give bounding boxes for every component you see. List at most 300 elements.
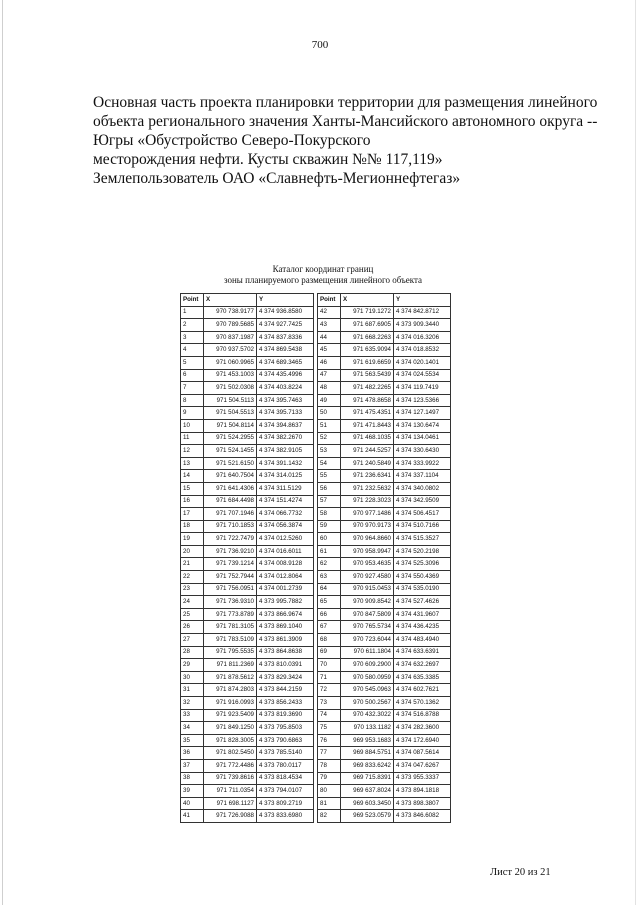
coordinates-table-right bbox=[317, 293, 451, 823]
y-cell: 4 373 795.8503 bbox=[257, 722, 314, 735]
y-cell: 4 374 927.7425 bbox=[257, 319, 314, 332]
y-cell: 4 374 570.1362 bbox=[394, 697, 451, 710]
x-cell: 970 609.2900 bbox=[341, 659, 394, 672]
y-cell: 4 373 844.2159 bbox=[257, 684, 314, 697]
y-cell: 4 374 635.3385 bbox=[394, 671, 451, 684]
x-cell: 971 236.6341 bbox=[341, 470, 394, 483]
point-cell: 49 bbox=[318, 394, 341, 407]
y-cell: 4 374 001.2739 bbox=[257, 583, 314, 596]
point-cell: 68 bbox=[318, 634, 341, 647]
x-cell: 969 523.0579 bbox=[341, 810, 394, 823]
point-cell: 32 bbox=[181, 697, 204, 710]
table-row bbox=[181, 407, 314, 420]
y-cell: 4 374 012.5260 bbox=[257, 533, 314, 546]
table-row bbox=[318, 697, 451, 710]
point-cell: 52 bbox=[318, 432, 341, 445]
y-cell: 4 374 314.0125 bbox=[257, 470, 314, 483]
table-row bbox=[181, 432, 314, 445]
x-cell: 970 738.9177 bbox=[204, 306, 257, 319]
y-cell: 4 373 818.4534 bbox=[257, 772, 314, 785]
x-cell: 970 789.5685 bbox=[204, 319, 257, 332]
point-cell: 41 bbox=[181, 810, 204, 823]
table-row bbox=[181, 684, 314, 697]
point-cell: 3 bbox=[181, 331, 204, 344]
table-row bbox=[318, 331, 451, 344]
table-row bbox=[318, 772, 451, 785]
x-cell: 971 772.4486 bbox=[204, 759, 257, 772]
y-cell: 4 374 837.8336 bbox=[257, 331, 314, 344]
table-row bbox=[181, 344, 314, 357]
table-row bbox=[318, 634, 451, 647]
point-cell: 5 bbox=[181, 356, 204, 369]
y-cell: 4 373 790.6863 bbox=[257, 734, 314, 747]
point-cell: 37 bbox=[181, 759, 204, 772]
y-cell: 4 373 869.1040 bbox=[257, 621, 314, 634]
coordinates-table-right-wrapper bbox=[317, 293, 451, 823]
y-cell: 4 374 127.1497 bbox=[394, 407, 451, 420]
point-cell: 27 bbox=[181, 634, 204, 647]
table-row bbox=[318, 457, 451, 470]
x-cell: 969 884.5751 bbox=[341, 747, 394, 760]
table-row bbox=[318, 671, 451, 684]
table-row bbox=[181, 697, 314, 710]
point-cell: 19 bbox=[181, 533, 204, 546]
table-row bbox=[181, 382, 314, 395]
x-cell: 971 521.6150 bbox=[204, 457, 257, 470]
x-cell: 970 765.5734 bbox=[341, 621, 394, 634]
point-cell: 1 bbox=[181, 306, 204, 319]
y-cell: 4 373 829.3424 bbox=[257, 671, 314, 684]
point-cell: 4 bbox=[181, 344, 204, 357]
point-cell: 22 bbox=[181, 571, 204, 584]
table-row bbox=[181, 608, 314, 621]
y-cell: 4 374 516.8788 bbox=[394, 709, 451, 722]
x-cell: 970 847.5809 bbox=[341, 608, 394, 621]
table-row bbox=[318, 646, 451, 659]
table-row bbox=[181, 709, 314, 722]
y-cell: 4 374 018.8532 bbox=[394, 344, 451, 357]
x-cell: 969 953.1683 bbox=[341, 734, 394, 747]
table-row bbox=[181, 583, 314, 596]
x-cell: 971 719.1272 bbox=[341, 306, 394, 319]
table-row bbox=[181, 495, 314, 508]
x-cell: 971 781.3105 bbox=[204, 621, 257, 634]
table-row bbox=[181, 533, 314, 546]
table-row bbox=[181, 482, 314, 495]
point-cell: 51 bbox=[318, 419, 341, 432]
point-cell: 44 bbox=[318, 331, 341, 344]
table-row bbox=[318, 394, 451, 407]
point-cell: 9 bbox=[181, 407, 204, 420]
table-row bbox=[181, 508, 314, 521]
point-cell: 28 bbox=[181, 646, 204, 659]
point-cell: 36 bbox=[181, 747, 204, 760]
y-cell: 4 374 869.5438 bbox=[257, 344, 314, 357]
heading-line: Югры «Обустройство Северо-Покурского bbox=[93, 132, 371, 149]
x-cell: 971 478.8658 bbox=[341, 394, 394, 407]
table-row bbox=[318, 407, 451, 420]
table-row bbox=[318, 583, 451, 596]
x-cell: 971 640.7504 bbox=[204, 470, 257, 483]
y-cell: 4 373 819.3690 bbox=[257, 709, 314, 722]
y-cell: 4 373 861.3909 bbox=[257, 634, 314, 647]
x-cell: 970 500.2567 bbox=[341, 697, 394, 710]
table-row bbox=[181, 671, 314, 684]
x-cell: 971 504.5513 bbox=[204, 407, 257, 420]
table-row bbox=[318, 356, 451, 369]
table-row bbox=[318, 470, 451, 483]
table-row bbox=[318, 495, 451, 508]
x-cell: 971 722.7479 bbox=[204, 533, 257, 546]
table-row bbox=[318, 608, 451, 621]
table-row bbox=[318, 659, 451, 672]
table-row bbox=[318, 759, 451, 772]
y-cell: 4 373 864.8638 bbox=[257, 646, 314, 659]
x-cell: 971 736.9310 bbox=[204, 596, 257, 609]
x-cell: 970 977.1486 bbox=[341, 508, 394, 521]
y-cell: 4 374 311.5129 bbox=[257, 482, 314, 495]
table-row bbox=[318, 369, 451, 382]
x-cell: 970 545.0963 bbox=[341, 684, 394, 697]
point-cell: 2 bbox=[181, 319, 204, 332]
table-row bbox=[181, 747, 314, 760]
point-cell: 16 bbox=[181, 495, 204, 508]
point-cell: 78 bbox=[318, 759, 341, 772]
x-cell: 970 611.1804 bbox=[341, 646, 394, 659]
x-cell: 971 878.5612 bbox=[204, 671, 257, 684]
y-cell: 4 373 909.3440 bbox=[394, 319, 451, 332]
table-row bbox=[181, 772, 314, 785]
point-cell: 45 bbox=[318, 344, 341, 357]
y-cell: 4 374 151.4274 bbox=[257, 495, 314, 508]
point-cell: 7 bbox=[181, 382, 204, 395]
point-cell: 34 bbox=[181, 722, 204, 735]
x-cell: 971 635.9094 bbox=[341, 344, 394, 357]
caption-line: Каталог координат границ bbox=[272, 264, 374, 274]
x-cell: 971 504.5113 bbox=[204, 394, 257, 407]
table-row bbox=[181, 520, 314, 533]
y-cell: 4 374 016.3206 bbox=[394, 331, 451, 344]
point-cell: 25 bbox=[181, 608, 204, 621]
table-row bbox=[318, 747, 451, 760]
coordinates-table-right-body bbox=[318, 306, 451, 822]
x-cell: 971 687.6905 bbox=[341, 319, 394, 332]
y-cell: 4 374 330.6430 bbox=[394, 445, 451, 458]
y-cell: 4 374 024.5534 bbox=[394, 369, 451, 382]
x-cell: 971 923.5409 bbox=[204, 709, 257, 722]
point-cell: 82 bbox=[318, 810, 341, 823]
point-cell: 76 bbox=[318, 734, 341, 747]
x-cell: 971 482.2265 bbox=[341, 382, 394, 395]
table-row bbox=[318, 419, 451, 432]
y-cell: 4 374 382.2670 bbox=[257, 432, 314, 445]
x-cell: 971 726.9088 bbox=[204, 810, 257, 823]
y-cell: 4 373 810.0391 bbox=[257, 659, 314, 672]
y-cell: 4 374 172.6940 bbox=[394, 734, 451, 747]
y-cell: 4 374 130.6474 bbox=[394, 419, 451, 432]
table-row bbox=[318, 785, 451, 798]
heading-line: объекта регионального значения Ханты-Мансийского автономного округа -- bbox=[93, 113, 598, 130]
y-cell: 4 374 016.6011 bbox=[257, 545, 314, 558]
y-cell: 4 373 856.2433 bbox=[257, 697, 314, 710]
x-cell: 971 232.5632 bbox=[341, 482, 394, 495]
point-cell: 73 bbox=[318, 697, 341, 710]
y-cell: 4 373 995.7882 bbox=[257, 596, 314, 609]
point-header: Point bbox=[181, 294, 204, 307]
x-cell: 971 641.4306 bbox=[204, 482, 257, 495]
document-heading bbox=[93, 93, 598, 188]
point-cell: 63 bbox=[318, 571, 341, 584]
x-cell: 971 468.1035 bbox=[341, 432, 394, 445]
table-row bbox=[181, 621, 314, 634]
y-cell: 4 374 395.7133 bbox=[257, 407, 314, 420]
x-cell: 971 874.2803 bbox=[204, 684, 257, 697]
x-cell: 970 580.0959 bbox=[341, 671, 394, 684]
y-cell: 4 374 395.7463 bbox=[257, 394, 314, 407]
x-cell: 971 710.1853 bbox=[204, 520, 257, 533]
x-cell: 970 927.4580 bbox=[341, 571, 394, 584]
y-cell: 4 374 602.7621 bbox=[394, 684, 451, 697]
table-row bbox=[318, 734, 451, 747]
point-cell: 15 bbox=[181, 482, 204, 495]
table-row bbox=[318, 797, 451, 810]
table-row bbox=[318, 558, 451, 571]
point-cell: 72 bbox=[318, 684, 341, 697]
point-cell: 17 bbox=[181, 508, 204, 521]
point-cell: 42 bbox=[318, 306, 341, 319]
point-cell: 54 bbox=[318, 457, 341, 470]
x-cell: 971 563.5439 bbox=[341, 369, 394, 382]
point-cell: 24 bbox=[181, 596, 204, 609]
point-cell: 11 bbox=[181, 432, 204, 445]
point-cell: 60 bbox=[318, 533, 341, 546]
x-header: X bbox=[341, 294, 394, 307]
x-cell: 971 707.1946 bbox=[204, 508, 257, 521]
table-row bbox=[181, 419, 314, 432]
x-cell: 971 773.8789 bbox=[204, 608, 257, 621]
coordinates-table-left-wrapper bbox=[180, 293, 314, 823]
y-cell: 4 374 087.5614 bbox=[394, 747, 451, 760]
x-cell: 970 964.8660 bbox=[341, 533, 394, 546]
y-cell: 4 374 483.4940 bbox=[394, 634, 451, 647]
x-cell: 970 432.3022 bbox=[341, 709, 394, 722]
table-row bbox=[318, 482, 451, 495]
table-row bbox=[181, 545, 314, 558]
y-cell: 4 374 435.4996 bbox=[257, 369, 314, 382]
table-row bbox=[181, 634, 314, 647]
table-row bbox=[318, 533, 451, 546]
y-cell: 4 374 506.4517 bbox=[394, 508, 451, 521]
y-cell: 4 374 282.3600 bbox=[394, 722, 451, 735]
table-row bbox=[181, 306, 314, 319]
x-cell: 971 668.2263 bbox=[341, 331, 394, 344]
scan-edge-left bbox=[2, 0, 3, 905]
y-cell: 4 374 382.9105 bbox=[257, 445, 314, 458]
x-cell: 969 637.8024 bbox=[341, 785, 394, 798]
point-cell: 57 bbox=[318, 495, 341, 508]
point-cell: 43 bbox=[318, 319, 341, 332]
point-cell: 65 bbox=[318, 596, 341, 609]
point-cell: 77 bbox=[318, 747, 341, 760]
table-row bbox=[318, 382, 451, 395]
point-cell: 48 bbox=[318, 382, 341, 395]
y-cell: 4 374 520.2198 bbox=[394, 545, 451, 558]
point-cell: 71 bbox=[318, 671, 341, 684]
point-cell: 35 bbox=[181, 734, 204, 747]
point-cell: 55 bbox=[318, 470, 341, 483]
x-cell: 970 937.5702 bbox=[204, 344, 257, 357]
x-cell: 971 916.0993 bbox=[204, 697, 257, 710]
point-cell: 79 bbox=[318, 772, 341, 785]
caption-line: зоны планируемого размещения линейного объекта bbox=[223, 275, 423, 285]
table-row bbox=[181, 810, 314, 823]
heading-line: Землепользователь ОАО «Славнефть-Мегионнефтегаз» bbox=[93, 170, 461, 187]
catalog-caption bbox=[178, 264, 468, 286]
point-cell: 69 bbox=[318, 646, 341, 659]
point-cell: 39 bbox=[181, 785, 204, 798]
table-row bbox=[318, 319, 451, 332]
x-cell: 971 619.6659 bbox=[341, 356, 394, 369]
x-cell: 971 811.2369 bbox=[204, 659, 257, 672]
y-cell: 4 374 436.4235 bbox=[394, 621, 451, 634]
y-cell: 4 374 134.0461 bbox=[394, 432, 451, 445]
x-cell: 971 849.1250 bbox=[204, 722, 257, 735]
x-cell: 971 502.0308 bbox=[204, 382, 257, 395]
y-cell: 4 374 403.8224 bbox=[257, 382, 314, 395]
y-cell: 4 374 008.9128 bbox=[257, 558, 314, 571]
y-cell: 4 373 894.1818 bbox=[394, 785, 451, 798]
x-cell: 971 684.4498 bbox=[204, 495, 257, 508]
y-cell: 4 374 515.3527 bbox=[394, 533, 451, 546]
point-cell: 6 bbox=[181, 369, 204, 382]
x-cell: 971 524.2955 bbox=[204, 432, 257, 445]
heading-line: месторождения нефти. Кусты скважин №№ 117,119» bbox=[93, 151, 443, 168]
table-row bbox=[318, 545, 451, 558]
point-cell: 14 bbox=[181, 470, 204, 483]
point-cell: 21 bbox=[181, 558, 204, 571]
y-cell: 4 374 394.8637 bbox=[257, 419, 314, 432]
point-cell: 33 bbox=[181, 709, 204, 722]
x-cell: 970 133.1182 bbox=[341, 722, 394, 735]
table-row bbox=[181, 785, 314, 798]
x-cell: 971 524.1455 bbox=[204, 445, 257, 458]
x-cell: 971 752.7944 bbox=[204, 571, 257, 584]
point-cell: 50 bbox=[318, 407, 341, 420]
point-cell: 20 bbox=[181, 545, 204, 558]
point-cell: 8 bbox=[181, 394, 204, 407]
table-row bbox=[181, 394, 314, 407]
table-row bbox=[181, 659, 314, 672]
table-row bbox=[181, 646, 314, 659]
y-cell: 4 374 535.0190 bbox=[394, 583, 451, 596]
point-cell: 12 bbox=[181, 445, 204, 458]
point-cell: 66 bbox=[318, 608, 341, 621]
x-cell: 970 723.6044 bbox=[341, 634, 394, 647]
point-cell: 58 bbox=[318, 508, 341, 521]
y-cell: 4 374 550.4369 bbox=[394, 571, 451, 584]
x-cell: 971 453.1003 bbox=[204, 369, 257, 382]
table-row bbox=[181, 319, 314, 332]
x-cell: 970 953.4635 bbox=[341, 558, 394, 571]
table-row bbox=[318, 344, 451, 357]
y-cell: 4 374 066.7732 bbox=[257, 508, 314, 521]
x-cell: 971 736.9210 bbox=[204, 545, 257, 558]
x-cell: 970 837.1987 bbox=[204, 331, 257, 344]
table-row bbox=[181, 356, 314, 369]
scan-edge-right bbox=[635, 0, 636, 905]
point-cell: 47 bbox=[318, 369, 341, 382]
y-cell: 4 373 809.2719 bbox=[257, 797, 314, 810]
y-cell: 4 374 391.1432 bbox=[257, 457, 314, 470]
coordinates-table-left bbox=[180, 293, 314, 823]
y-cell: 4 373 794.0107 bbox=[257, 785, 314, 798]
table-row bbox=[318, 596, 451, 609]
point-cell: 59 bbox=[318, 520, 341, 533]
x-cell: 971 504.8114 bbox=[204, 419, 257, 432]
y-cell: 4 374 020.1401 bbox=[394, 356, 451, 369]
point-cell: 75 bbox=[318, 722, 341, 735]
point-cell: 80 bbox=[318, 785, 341, 798]
table-row bbox=[318, 810, 451, 823]
table-header-row bbox=[181, 294, 314, 307]
x-cell: 971 802.5450 bbox=[204, 747, 257, 760]
y-cell: 4 374 047.6267 bbox=[394, 759, 451, 772]
y-cell: 4 373 785.5140 bbox=[257, 747, 314, 760]
x-cell: 971 828.3005 bbox=[204, 734, 257, 747]
table-row bbox=[181, 734, 314, 747]
sheet-counter: Лист 20 из 21 bbox=[490, 867, 551, 878]
x-header: X bbox=[204, 294, 257, 307]
y-cell: 4 374 337.1104 bbox=[394, 470, 451, 483]
point-cell: 70 bbox=[318, 659, 341, 672]
table-row bbox=[318, 306, 451, 319]
y-cell: 4 373 833.6980 bbox=[257, 810, 314, 823]
point-cell: 26 bbox=[181, 621, 204, 634]
y-cell: 4 374 842.8712 bbox=[394, 306, 451, 319]
x-cell: 971 756.0951 bbox=[204, 583, 257, 596]
point-cell: 64 bbox=[318, 583, 341, 596]
point-cell: 13 bbox=[181, 457, 204, 470]
x-cell: 970 970.9173 bbox=[341, 520, 394, 533]
x-cell: 971 060.9965 bbox=[204, 356, 257, 369]
y-cell: 4 373 955.3337 bbox=[394, 772, 451, 785]
y-cell: 4 374 056.3874 bbox=[257, 520, 314, 533]
y-cell: 4 374 012.8064 bbox=[257, 571, 314, 584]
y-cell: 4 374 527.4626 bbox=[394, 596, 451, 609]
y-cell: 4 374 123.5366 bbox=[394, 394, 451, 407]
y-cell: 4 373 898.3807 bbox=[394, 797, 451, 810]
y-cell: 4 374 632.2697 bbox=[394, 659, 451, 672]
y-cell: 4 374 633.6391 bbox=[394, 646, 451, 659]
point-cell: 56 bbox=[318, 482, 341, 495]
table-row bbox=[318, 571, 451, 584]
y-cell: 4 373 866.9674 bbox=[257, 608, 314, 621]
table-row bbox=[318, 508, 451, 521]
point-cell: 46 bbox=[318, 356, 341, 369]
point-cell: 61 bbox=[318, 545, 341, 558]
table-row bbox=[181, 571, 314, 584]
table-row bbox=[181, 759, 314, 772]
x-cell: 971 739.8616 bbox=[204, 772, 257, 785]
y-cell: 4 374 333.9922 bbox=[394, 457, 451, 470]
table-row bbox=[318, 722, 451, 735]
point-cell: 74 bbox=[318, 709, 341, 722]
y-cell: 4 374 340.0802 bbox=[394, 482, 451, 495]
point-cell: 29 bbox=[181, 659, 204, 672]
table-row bbox=[181, 369, 314, 382]
table-row bbox=[318, 520, 451, 533]
x-cell: 971 711.0354 bbox=[204, 785, 257, 798]
